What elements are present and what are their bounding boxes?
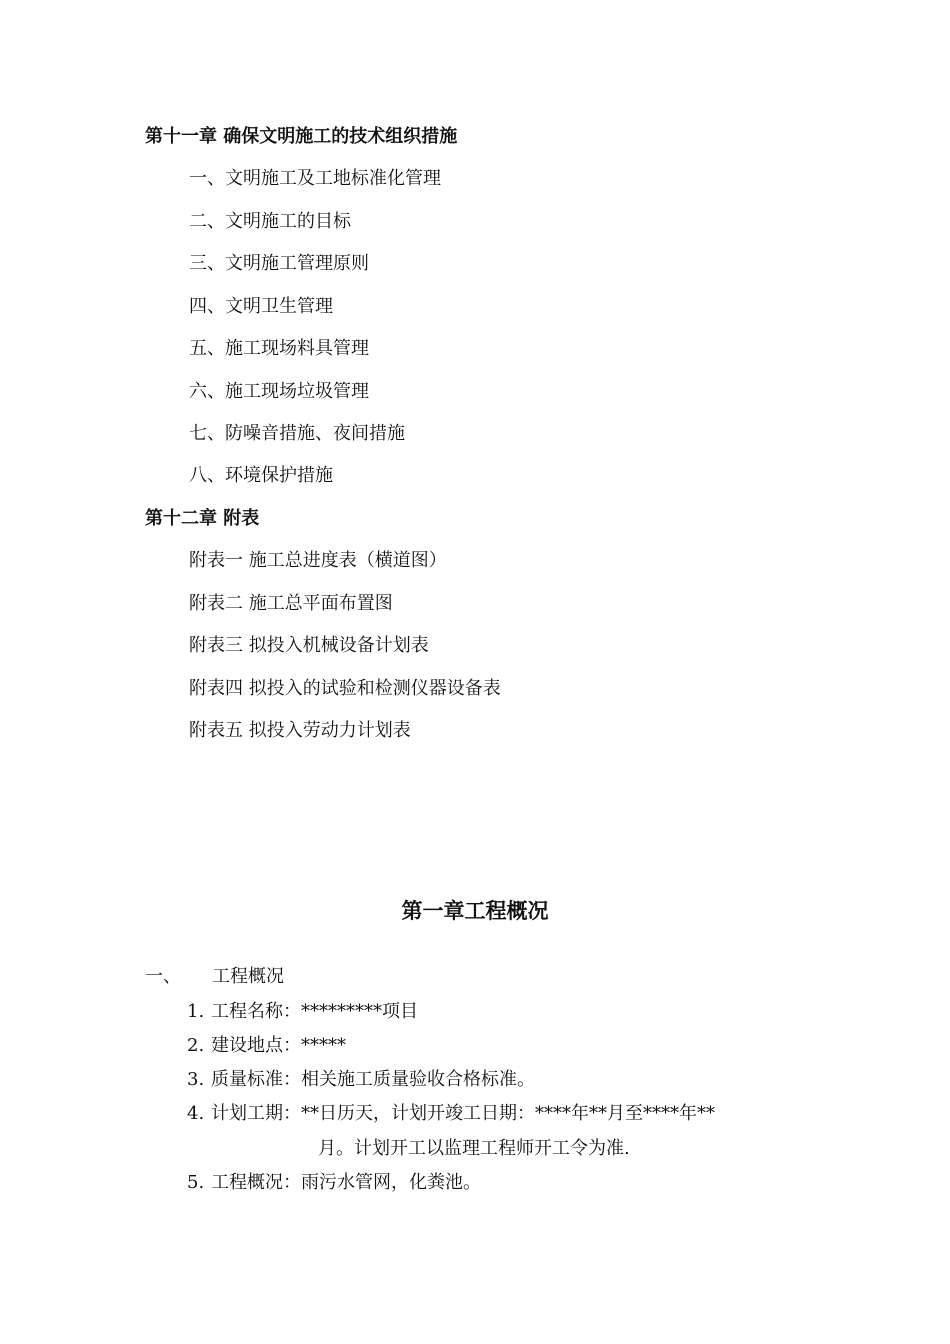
toc-item: 三、文明施工管理原则	[189, 253, 369, 274]
toc-chapter-11-title: 第十一章 确保文明施工的技术组织措施	[145, 126, 458, 147]
toc-item: 二、文明施工的目标	[189, 211, 351, 232]
list-item-text: 计划工期：**日历天，计划开竣工日期：****年**月至****年**	[211, 1103, 715, 1124]
list-item-number: 2.	[187, 1035, 205, 1056]
toc-item: 附表五 拟投入劳动力计划表	[189, 720, 411, 741]
toc-item: 一、文明施工及工地标准化管理	[189, 168, 441, 189]
list-item-continuation: 月。计划开工以监理工程师开工令为准.	[318, 1138, 630, 1159]
toc-chapter-12-title: 第十二章 附表	[145, 508, 260, 529]
list-item-text: 质量标准：相关施工质量验收合格标准。	[211, 1069, 535, 1090]
list-item-number: 1.	[187, 1001, 205, 1022]
toc-item: 附表四 拟投入的试验和检测仪器设备表	[189, 678, 501, 699]
toc-item: 附表二 施工总平面布置图	[189, 593, 393, 614]
list-item	[187, 1034, 346, 1058]
list-item-text: 建设地点：*****	[211, 1035, 346, 1056]
toc-item: 四、文明卫生管理	[189, 296, 333, 317]
toc-item: 附表一 施工总进度表（横道图）	[189, 550, 447, 571]
list-item	[187, 1171, 481, 1195]
toc-item: 附表三 拟投入机械设备计划表	[189, 635, 429, 656]
chapter-1-title: 第一章工程概况	[401, 899, 549, 923]
section-title: 工程概况	[212, 966, 284, 987]
list-item-text: 工程名称：*********项目	[211, 1001, 418, 1022]
list-item	[187, 1102, 715, 1126]
toc-item: 六、施工现场垃圾管理	[189, 381, 369, 402]
list-item	[187, 1000, 418, 1024]
section-number: 一、	[145, 966, 181, 987]
list-item-number: 4.	[187, 1103, 205, 1124]
toc-item: 八、环境保护措施	[189, 465, 333, 486]
toc-item: 七、防噪音措施、夜间措施	[189, 423, 405, 444]
toc-item: 五、施工现场料具管理	[189, 338, 369, 359]
list-item-text: 工程概况：雨污水管网，化粪池。	[211, 1172, 481, 1193]
list-item	[187, 1068, 535, 1092]
list-item-number: 5.	[187, 1172, 205, 1193]
list-item-number: 3.	[187, 1069, 205, 1090]
